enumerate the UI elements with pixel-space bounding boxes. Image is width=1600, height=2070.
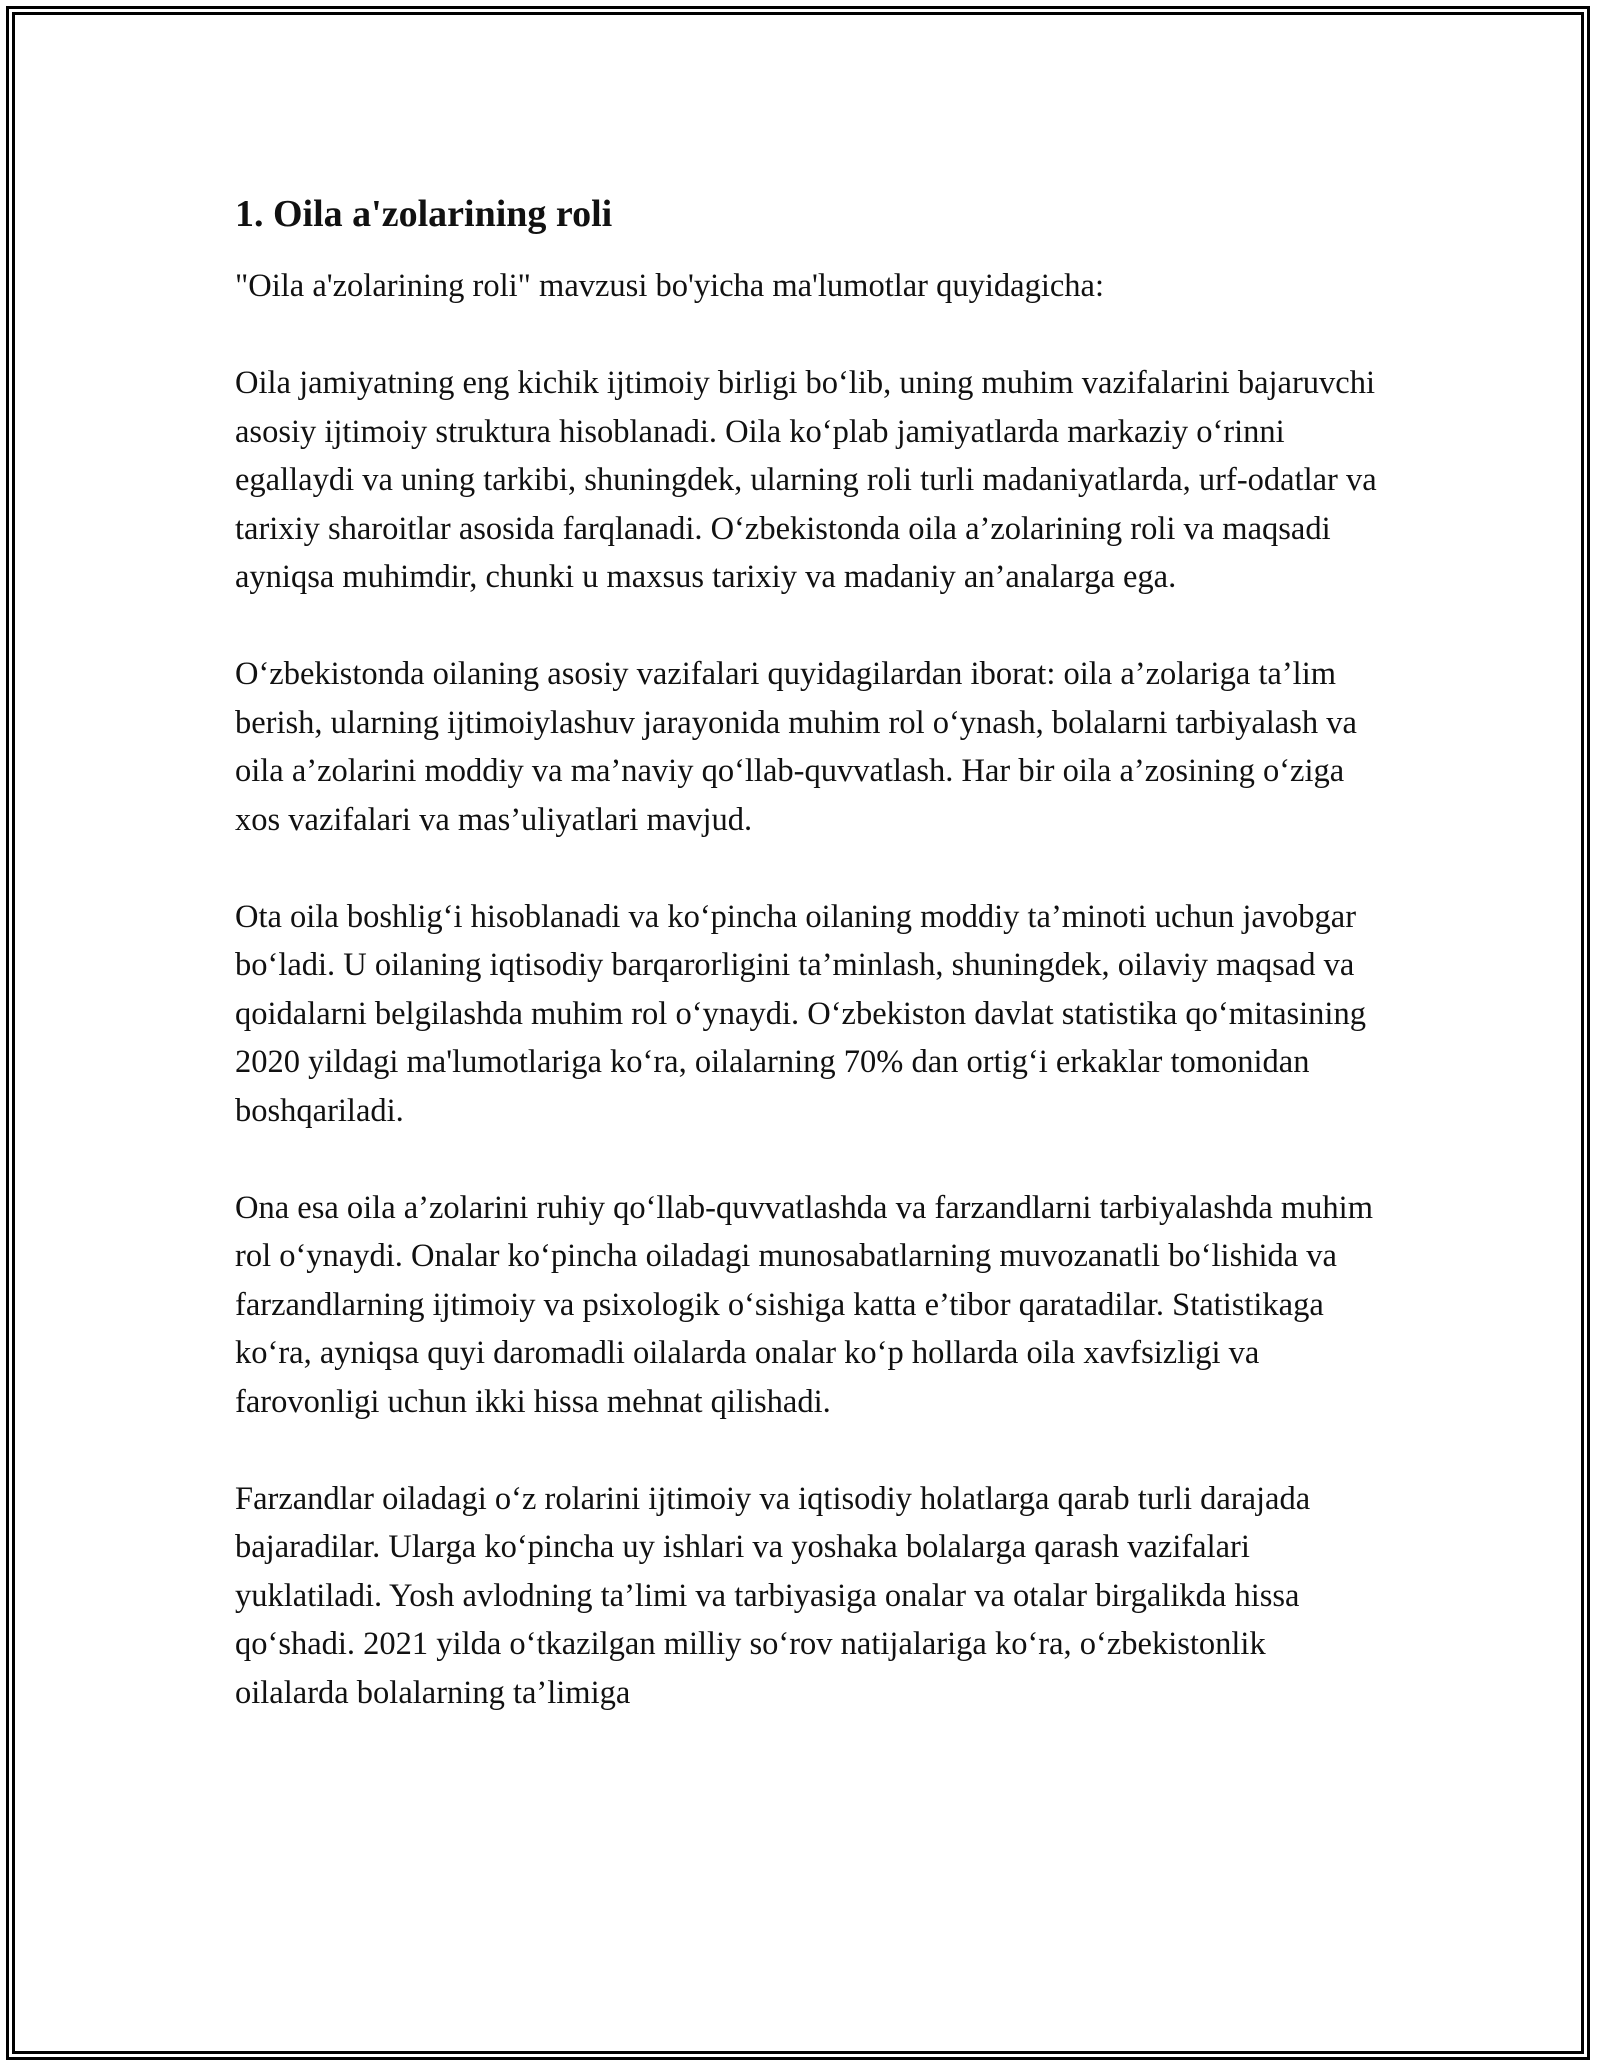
paragraph-father-role: Ota oila boshlig‘i hisoblanadi va ko‘pincha oilaning moddiy ta’minoti uchun javobgar bo‘ladi. U oilaning iqtisodiy barqarorligini ta’minlash, shuningdek, oilaviy maqsad va qoidalarni belgilashda muhim rol o‘ynaydi. O‘zbekiston davlat statistika qo‘mitasining 2020 yildagi ma'lumotlariga ko‘ra, oilalarning 70% dan ortig‘i erkaklar tomonidan boshqariladi. xyxy=(235,898,1366,1129)
paragraph-children-role: Farzandlar oiladagi o‘z rolarini ijtimoiy va iqtisodiy holatlarga qarab turli darajada bajaradilar. Ularga ko‘pincha uy ishlari va yoshaka bolalarga qarash vazifalari yuklatiladi. Yosh avlodning ta’limi va tarbiyasiga onalar va otalar birgalikda hissa qo‘shadi. 2021 yilda o‘tkazilgan milliy so‘rov natijalariga ko‘ra, o‘zbekistonlik oilalarda bolalarning ta’limiga xyxy=(235,1480,1311,1711)
document-body xyxy=(235,190,1380,1766)
paragraph-family-definition: Oila jamiyatning eng kichik ijtimoiy birligi bo‘lib, uning muhim vazifalarini bajaruvchi asosiy ijtimoiy struktura hisoblanadi. Oila ko‘plab jamiyatlarda markaziy o‘rinni egallaydi va uning tarkibi, shuningdek, ularning roli turli madaniyatlarda, urf-odatlar va tarixiy sharoitlar asosida farqlanadi. O‘zbekistonda oila a’zolarining roli va maqsadi ayniqsa muhimdir, chunki u maxsus tarixiy va madaniy an’analarga ega. xyxy=(235,365,1377,595)
paragraph-family-functions: O‘zbekistonda oilaning asosiy vazifalari quyidagilardan iborat: oila a’zolariga ta’lim berish, ularning ijtimoiylashuv jarayonida muhim rol o‘ynash, bolalarni tarbiyalash va oila a’zolarini moddiy va ma’naviy qo‘llab-quvvatlash. Har bir oila a’zosining o‘ziga xos vazifalari va mas’uliyatlari mavjud. xyxy=(235,656,1357,838)
intro-paragraph: "Oila a'zolarining roli" mavzusi bo'yicha ma'lumotlar quyidagicha: xyxy=(235,268,1104,304)
paragraph-mother-role: Ona esa oila a’zolarini ruhiy qo‘llab-quvvatlashda va farzandlarni tarbiyalashda muhim rol o‘ynaydi. Onalar ko‘pincha oiladagi munosabatlarning muvozanatli bo‘lishida va farzandlarning ijtimoiy va psixologik o‘sishiga katta e’tibor qaratadilar. Statistikaga ko‘ra, ayniqsa quyi daromadli oilalarda onalar ko‘p hollarda oila xavfsizligi va farovonligi uchun ikki hissa mehnat qilishadi. xyxy=(235,1189,1373,1420)
section-heading: 1. Oila a'zolarining roli xyxy=(235,193,613,235)
